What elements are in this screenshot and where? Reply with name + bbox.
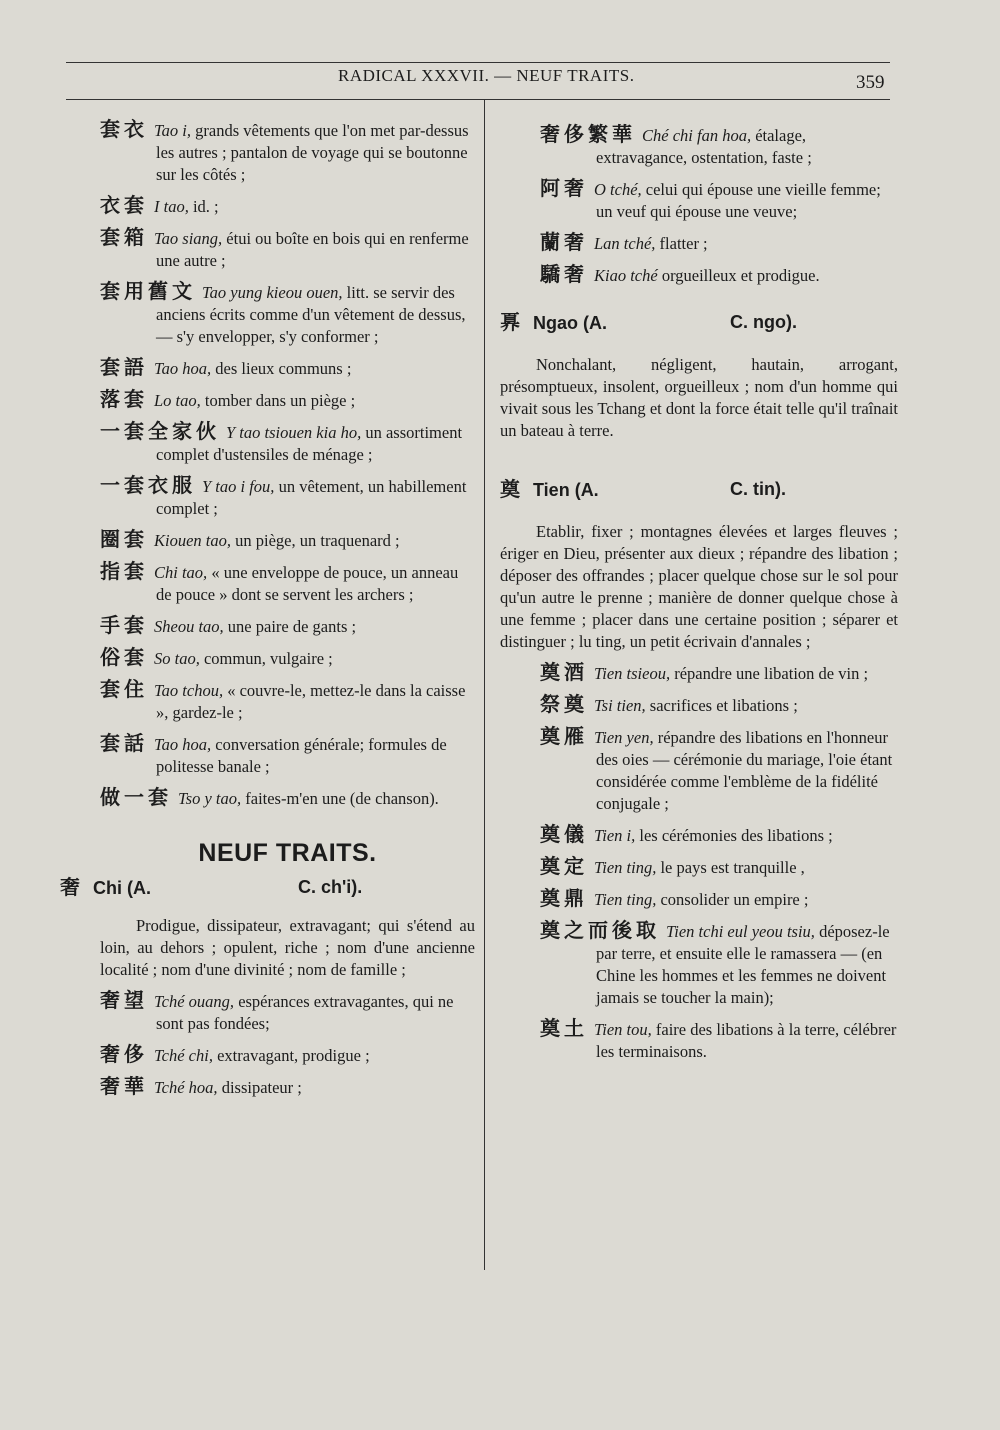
entry-romanization: Lo tao, [154,391,201,410]
entry-romanization: Tao siang, [154,229,223,248]
section-title: NEUF TRAITS. [198,839,377,867]
entry-romanization: Tien ting, [594,890,657,909]
entry-definition: répandre une libation de vin ; [674,664,869,683]
dictionary-entry [100,388,475,412]
dictionary-entry [100,560,475,606]
dictionary-entry [100,678,475,724]
entry-chinese: 阿奢 [540,176,588,200]
entry-definition: celui qui épouse une vieille femme; un veuf qui épouse une veuve; [596,180,881,221]
entry-chinese: 做一套 [100,785,172,809]
entry-definition: sacrifices et libations ; [649,696,798,715]
dictionary-entry [100,226,475,272]
entry-definition: étalage, extravagance, ostentation, faste ; [596,126,812,167]
entry-definition: étui ou boîte en bois qui en renferme une autre ; [156,229,469,270]
entry-chinese: 套話 [100,731,148,755]
entry-romanization: Sheou tao, [154,617,224,636]
entry-definition: répandre des libations en l'honneur des oies — cérémonie du mariage, l'oie étant considérée comme l'emblème de la fidélité conjugale ; [596,728,893,813]
entry-chinese: 俗套 [100,645,148,669]
entry-definition: déposez-le par terre, et ensuite elle le ramassera — (en Chine les hommes et les femmes ne doivent jamais se toucher la main); [596,922,890,1007]
entry-definition: orgueilleux et prodigue. [661,266,820,285]
dictionary-entry [540,263,898,287]
dictionary-entry [100,989,475,1035]
entry-chinese: 套住 [100,677,148,701]
page-number: 359 [856,72,885,93]
entry-chinese: 奢侈 [100,1042,148,1066]
entry-romanization: Tché ouang, [154,992,235,1011]
headword-cantonese: C. tin). [730,479,786,499]
entry-romanization: Tché hoa, [154,1078,218,1097]
dictionary-entry [540,231,898,255]
entry-romanization: Tien tchi eul yeou tsiu, [666,922,815,941]
entry-definition: un vêtement, un habillement complet ; [156,477,467,518]
entry-romanization: Y tao tsiouen kia ho, [226,423,362,442]
entry-romanization: Tsi tien, [594,696,646,715]
chi-entries [100,989,475,1099]
top-rule [66,62,890,63]
headword-char: 奢 [60,875,80,899]
entry-romanization: Chi tao, [154,563,208,582]
dictionary-entry [540,661,898,685]
entry-romanization: O tché, [594,180,642,199]
entry-romanization: Tien tsieou, [594,664,671,683]
dictionary-entry [100,118,475,186]
entry-chinese: 驕奢 [540,262,588,286]
headword-cantonese: C. ngo). [730,312,797,332]
headword-mandarin: Tien (A. [533,480,599,500]
dictionary-entry [540,177,898,223]
entry-romanization: Tao i, [154,121,191,140]
entry-chinese: 奠定 [540,854,588,878]
header-rule [66,99,890,100]
tien-entries [540,661,898,1063]
left-entries [100,118,475,810]
entry-romanization: Kiouen tao, [154,531,231,550]
entry-definition: faire des libations à la terre, célébrer les terminaisons. [596,1020,897,1061]
entry-chinese: 奠之而後取 [540,918,660,942]
entry-definition: « une enveloppe de pouce, un anneau de pouce » dont se servent les archers ; [156,563,459,604]
entry-chinese: 奠酒 [540,660,588,684]
dictionary-entry [100,786,475,810]
dictionary-entry [100,732,475,778]
entry-chinese: 圈套 [100,527,148,551]
entry-definition: id. ; [192,197,219,216]
entry-romanization: Tao hoa, [154,735,212,754]
dictionary-entry [100,528,475,552]
entry-romanization: Tao yung kieou ouen, [202,283,343,302]
entry-definition: commun, vulgaire ; [203,649,333,668]
entry-definition: des lieux communs ; [215,359,352,378]
dictionary-entry [100,1075,475,1099]
definition-chi: Prodigue, dissipateur, extravagant; qui s'étend au loin, au dehors ; opulent, riche ; nom d'une ancienne localité ; nom d'une divinité ; nom de famille ; [100,916,475,979]
definition-tien: Etablir, fixer ; montagnes élevées et larges fleuves ; ériger en Dieu, présenter aux dieux ; répandre des libation ; déposer des offrandes ; placer quelque chose sur le sol pour qu'un autre le prenne ; manière de donner quelque chose à une femme ; placer dans une certaine position ; séparer et distinguer ; lu ting, un petit écrivain d'annales ; [500,522,898,651]
entry-romanization: Tso y tao, [178,789,242,808]
dictionary-entry [540,725,898,815]
dictionary-entry [100,474,475,520]
dictionary-entry [540,823,898,847]
entry-definition: conversation générale; formules de politesse banale ; [156,735,447,776]
entry-chinese: 一套衣服 [100,473,196,497]
headword-char: 奡 [500,310,520,334]
entry-definition: tomber dans un piège ; [204,391,356,410]
right-column [500,122,898,1071]
dictionary-entry [540,855,898,879]
dictionary-entry [540,1017,898,1063]
dictionary-entry [100,194,475,218]
headword-ngao [500,311,898,334]
entry-chinese: 蘭奢 [540,230,588,254]
dictionary-entry [100,1043,475,1067]
entry-chinese: 祭奠 [540,692,588,716]
entry-chinese: 奢侈繁華 [540,122,636,146]
entry-chinese: 套用舊文 [100,279,196,303]
dictionary-entry [540,887,898,911]
entry-definition: dissipateur ; [221,1078,302,1097]
headword-chi [60,876,475,899]
entry-definition: une paire de gants ; [227,617,357,636]
definition-ngao: Nonchalant, négligent, hautain, arrogant, présomptueux, insolent, orgueilleux ; nom d'un homme qui vivait sous les Tchang et dont la force était telle qu'il traînait un bateau à terre. [500,355,898,440]
entry-chinese: 奠土 [540,1016,588,1040]
headword-cantonese: C. ch'i). [298,877,363,897]
entry-definition: espérances extravagantes, qui ne sont pas fondées; [156,992,454,1033]
headword-tien [500,478,898,501]
dictionary-entry [100,280,475,348]
entry-romanization: Tien tou, [594,1020,652,1039]
entry-chinese: 套箱 [100,225,148,249]
dictionary-entry [540,693,898,717]
entry-chinese: 奠鼎 [540,886,588,910]
entry-romanization: Tché chi, [154,1046,213,1065]
entry-definition: un piège, un traquenard ; [235,531,400,550]
entry-romanization: Tao hoa, [154,359,212,378]
entry-romanization: Kiao tché [594,266,658,285]
dictionary-entry [100,614,475,638]
entry-definition: litt. se servir des anciens écrits comme d'un vêtement de dessus, — s'y envelopper, s'y conformer ; [156,283,466,346]
entry-chinese: 套語 [100,355,148,379]
entry-definition: consolider un empire ; [660,890,809,909]
entry-chinese: 指套 [100,559,148,583]
entry-chinese: 奢望 [100,988,148,1012]
entry-definition: « couvre-le, mettez-le dans la caisse », gardez-le ; [156,681,466,722]
column-separator [484,100,485,1270]
headword-mandarin: Chi (A. [93,878,152,898]
entry-chinese: 衣套 [100,193,148,217]
entry-romanization: Tien yen, [594,728,654,747]
entry-romanization: Tien ting, [594,858,657,877]
entry-chinese: 奠雁 [540,724,588,748]
right-top-entries [540,123,898,287]
entry-romanization: Tien i, [594,826,636,845]
dictionary-entry [540,123,898,169]
entry-romanization: I tao, [154,197,189,216]
entry-chinese: 奠儀 [540,822,588,846]
entry-chinese: 奢華 [100,1074,148,1098]
entry-definition: faites-m'en une (de chanson). [245,789,439,808]
left-column [60,117,475,1107]
running-header: RADICAL XXXVII. — NEUF TRAITS. [338,66,635,85]
entry-chinese: 手套 [100,613,148,637]
entry-romanization: Ché chi fan hoa, [642,126,752,145]
dictionary-entry [100,356,475,380]
dictionary-entry [540,919,898,1009]
entry-definition: grands vêtements que l'on met par-dessus les autres ; pantalon de voyage qui se boutonne sur les côtés ; [156,121,469,184]
entry-chinese: 一套全家伙 [100,419,220,443]
entry-definition: le pays est tranquille , [660,858,805,877]
entry-romanization: Lan tché, [594,234,656,253]
headword-char: 奠 [500,477,520,501]
entry-definition: flatter ; [659,234,708,253]
headword-mandarin: Ngao (A. [533,313,608,333]
entry-definition: un assortiment complet d'ustensiles de ménage ; [156,423,463,464]
entry-definition: les cérémonies des libations ; [639,826,833,845]
entry-chinese: 落套 [100,387,148,411]
entry-romanization: So tao, [154,649,200,668]
entry-romanization: Y tao i fou, [202,477,275,496]
dictionary-entry [100,420,475,466]
entry-romanization: Tao tchou, [154,681,224,700]
entry-definition: extravagant, prodigue ; [217,1046,370,1065]
entry-chinese: 套衣 [100,117,148,141]
dictionary-entry [100,646,475,670]
